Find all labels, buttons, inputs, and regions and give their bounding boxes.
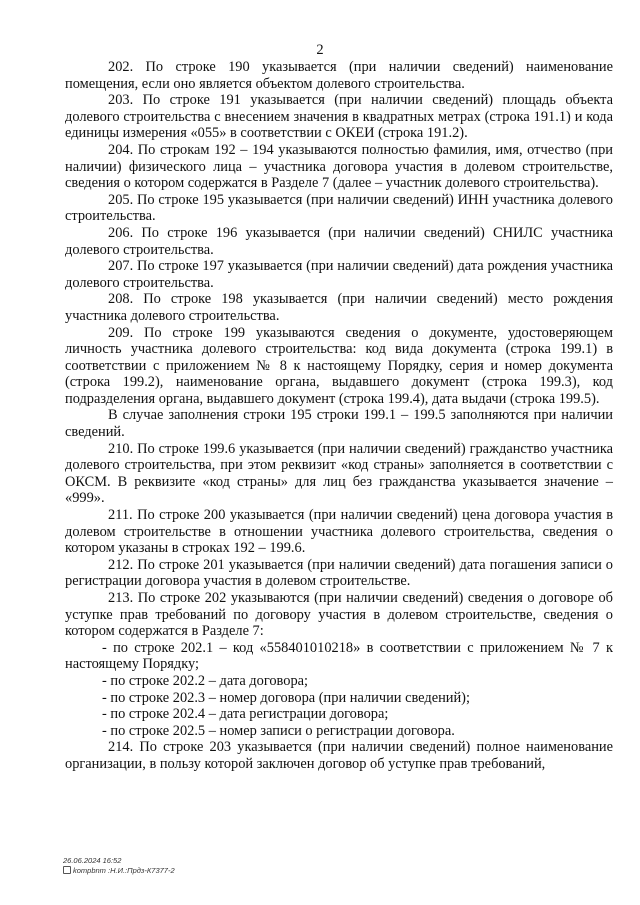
paragraph: 212. По строке 201 указывается (при наличии сведений) дата погашения записи о регистрации договора участия в долевом строительстве. bbox=[65, 556, 613, 590]
footer-file-reference bbox=[63, 866, 175, 876]
list-item: - по строке 202.3 – номер договора (при наличии сведений); bbox=[102, 689, 470, 706]
document-icon bbox=[63, 866, 71, 874]
paragraph: 210. По строке 199.6 указывается (при наличии сведений) гражданство участника долевого строительства, при этом реквизит «код страны» заполняется в соответствии с ОКСМ. В реквизите «код страны» для лиц без гражданства указывается значение – «999». bbox=[65, 440, 613, 507]
paragraph: 211. По строке 200 указывается (при наличии сведений) цена договора участия в долевом строительстве в отношении участника долевого строительства, сведения о котором указаны в строках 192 – 199.6. bbox=[65, 507, 613, 557]
list-item: - по строке 202.2 – дата договора; bbox=[102, 672, 309, 689]
paragraph: 209. По строке 199 указываются сведения о документе, удостоверяющем личность участника долевого строительства: код вида документа (строка 199.1) в соответствии с приложением № 8 к настоящему Порядку, серия и номер документа (строка 199.2), наименование органа, выдавшего документ (строка 199.3), код подразделения органа, выдавшего документ (строка 199.4), дата выдачи (строка 199.5). bbox=[65, 324, 613, 407]
footer-timestamp: 26.06.2024 16:52 bbox=[63, 856, 122, 865]
paragraph: В случае заполнения строки 195 строки 199.1 – 199.5 заполняются при наличии сведений. bbox=[65, 407, 613, 441]
list-item: - по строке 202.5 – номер записи о регистрации договора. bbox=[102, 722, 455, 739]
paragraph: 206. По строке 196 указывается (при наличии сведений) СНИЛС участника долевого строительства. bbox=[65, 224, 613, 258]
paragraph: 205. По строке 195 указывается (при наличии сведений) ИНН участника долевого строительства. bbox=[65, 191, 613, 225]
paragraph: 203. По строке 191 указывается (при наличии сведений) площадь объекта долевого строительства с внесением значения в квадратных метрах (строка 191.1) и кода единицы измерения «055» в соответствии с ОКЕИ (строка 191.2). bbox=[65, 92, 613, 142]
paragraph: 214. По строке 203 указывается (при наличии сведений) полное наименование организации, в пользу которой заключен договор об уступке прав требований, bbox=[65, 739, 613, 772]
page-number: 2 bbox=[316, 42, 324, 58]
document-body bbox=[65, 59, 613, 773]
footer-stamp bbox=[63, 856, 175, 876]
paragraph: 208. По строке 198 указывается (при наличии сведений) место рождения участника долевого строительства. bbox=[65, 291, 613, 324]
list-item: - по строке 202.1 – код «558401010218» в соответствии с приложением № 7 к настоящему Порядку; bbox=[65, 639, 613, 673]
paragraph: 204. По строкам 192 – 194 указываются полностью фамилия, имя, отчество (при наличии) физического лица – участника договора участия в долевом строительстве, сведения о котором содержатся в Разделе 7 (далее – участник долевого строительства). bbox=[65, 141, 613, 192]
paragraph: 207. По строке 197 указывается (при наличии сведений) дата рождения участника долевого строительства. bbox=[65, 258, 613, 291]
paragraph: 202. По строке 190 указывается (при наличии сведений) наименование помещения, если оно является объектом долевого строительства. bbox=[65, 59, 613, 92]
paragraph: 213. По строке 202 указываются (при наличии сведений) сведения о договоре об уступке прав требований по договору участия в долевом строительстве, сведения о котором содержатся в Разделе 7: bbox=[65, 590, 613, 640]
footer-file-label: kompbnm :Н.И.:Прдз-К7377-2 bbox=[73, 866, 175, 875]
list-item: - по строке 202.4 – дата регистрации договора; bbox=[102, 706, 389, 723]
